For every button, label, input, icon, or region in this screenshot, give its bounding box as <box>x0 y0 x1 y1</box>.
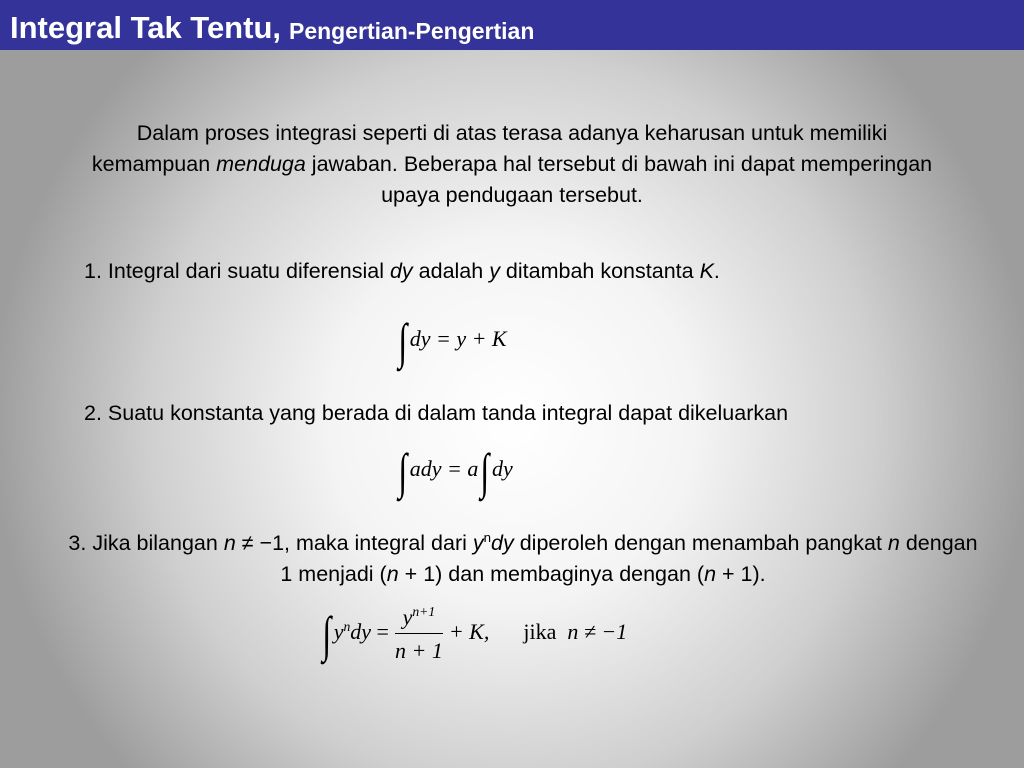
fraction: $\frac{y^{n+1}}{n + 1}$ <box>394 604 443 664</box>
intro-paragraph: Dalam proses integrasi seperti di atas terasa adanya keharusan untuk memiliki kemampuan menduga jawaban. Beberapa hal tersebut di bawah ini dapat memperingan upaya pendugaan tersebut. <box>91 121 933 207</box>
integral-sign-icon: ∫ <box>480 443 490 499</box>
integral-sign-icon: ∫ <box>398 313 408 369</box>
formula-constant-factor: ∫ ady = a∫ dy <box>398 443 513 499</box>
slide-title: Integral Tak Tentu, <box>10 10 281 45</box>
rule-2-text: 2. Suatu konstanta yang berada di dalam tanda integral dapat dikeluarkan <box>84 401 789 425</box>
formula-power-rule: ∫ $y^ndy$ = $\frac{y^{n+1}}{n + 1}$ + K, jika n ≠ −1 <box>322 604 628 664</box>
formula-integral-dy: ∫ dy = y + K <box>398 313 507 369</box>
integral-sign-icon: ∫ <box>322 606 332 663</box>
rule-3-text: 3. Jika bilangan n ≠ −1, maka integral dari $y^ndy$ diperoleh dengan menambah pangkat n dengan 1 menjadi (n + 1) dan membaginya dengan (n + 1). <box>68 530 978 587</box>
integral-sign-icon: ∫ <box>398 443 408 499</box>
slide-title-bar <box>0 0 1024 50</box>
slide-subtitle: Pengertian-Pengertian <box>289 18 535 44</box>
emphasis-menduga: menduga <box>216 152 306 176</box>
rule-1-text: 1. Integral dari suatu diferensial dy adalah y ditambah konstanta K. <box>84 259 720 283</box>
